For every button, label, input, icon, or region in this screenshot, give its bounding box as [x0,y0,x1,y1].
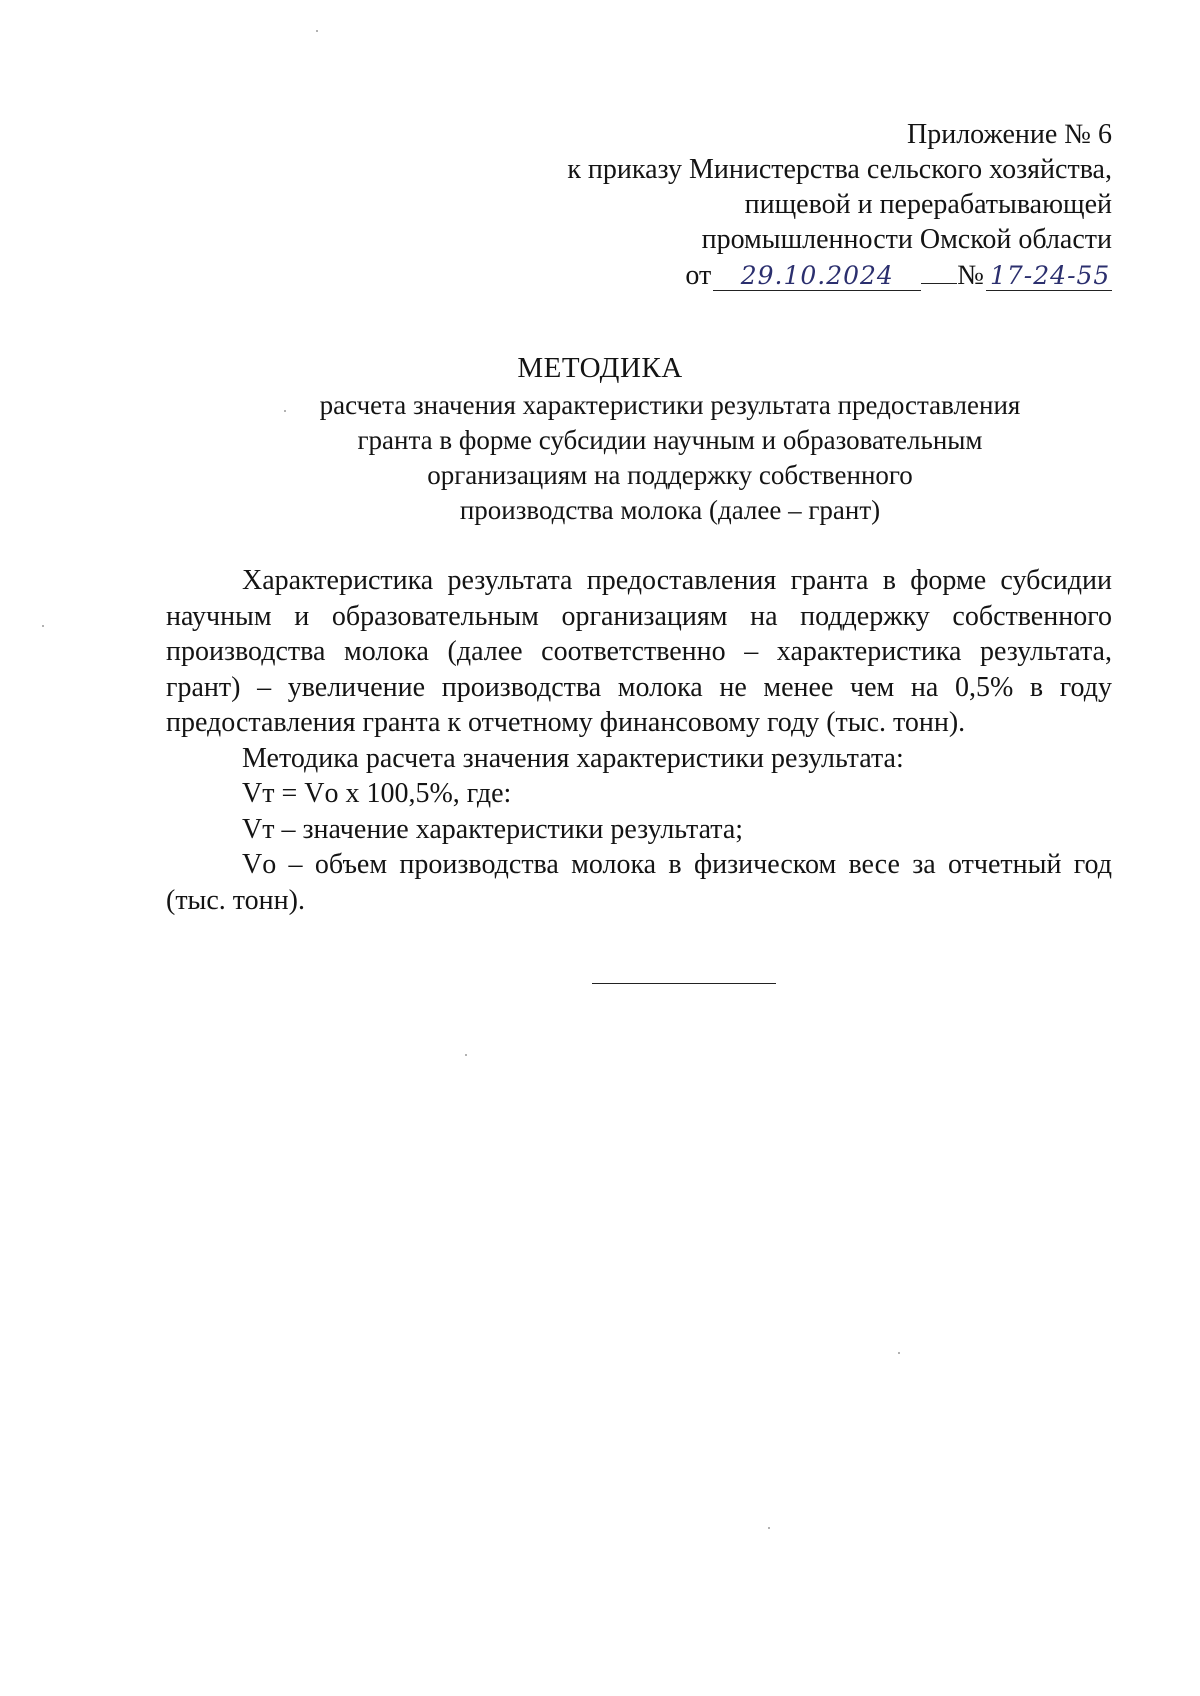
scan-speck [465,1054,467,1056]
closing-separator-line [592,983,776,984]
annex-region: промышленности Омской области [701,224,1112,255]
scan-speck [768,1527,770,1529]
paragraph-formula: Vт = Vо x 100,5%, где: [242,778,512,809]
paragraph-vo-definition: Vо – объем производства молока в физическом весе за отчетный год (тыс. тонн). [166,849,1112,916]
subtitle-line: производства молока (далее – грант) [459,495,881,525]
document-title: МЕТОДИКА [517,352,683,384]
scan-speck [898,1352,900,1354]
handwritten-date: 29.10.2024 [713,262,921,291]
number-label: № [957,260,984,291]
annex-title: Приложение № 6 [907,119,1112,150]
document-body [166,563,1112,918]
subtitle-line: расчета значения характеристики результата предоставления [319,390,1021,420]
annex-ministry-cont: пищевой и перерабатывающей [744,189,1112,220]
handwritten-order-number: 17-24-55 [986,262,1112,291]
subtitle-line: гранта в форме субсидии научным и образовательным [357,425,983,455]
scan-speck [42,625,44,627]
scan-speck [316,30,318,32]
paragraph-vt-definition: Vт – значение характеристики результата; [242,813,744,845]
annex-header [567,117,1112,293]
paragraph-method-intro: Методика расчета значения характеристики результата: [242,742,904,774]
blank-underline [921,257,957,284]
paragraph-characteristic: Характеристика результата предоставления гранта в форме субсидии научным и образовательным организациям на поддержку собственного производства молока (далее соответственно – характеристика результата, грант) – увеличение производства молока не менее чем на 0,5% в году предоставления гранта к отчетному финансовому году (тыс. тонн). [166,565,1112,738]
scan-speck [284,410,286,412]
subtitle-line: организациям на поддержку собственного [427,460,913,490]
annex-order-ref: к приказу Министерства сельского хозяйства, [567,154,1112,185]
order-date-number-line [567,257,1112,293]
from-label: от [685,260,712,291]
document-subtitle [0,388,1200,528]
